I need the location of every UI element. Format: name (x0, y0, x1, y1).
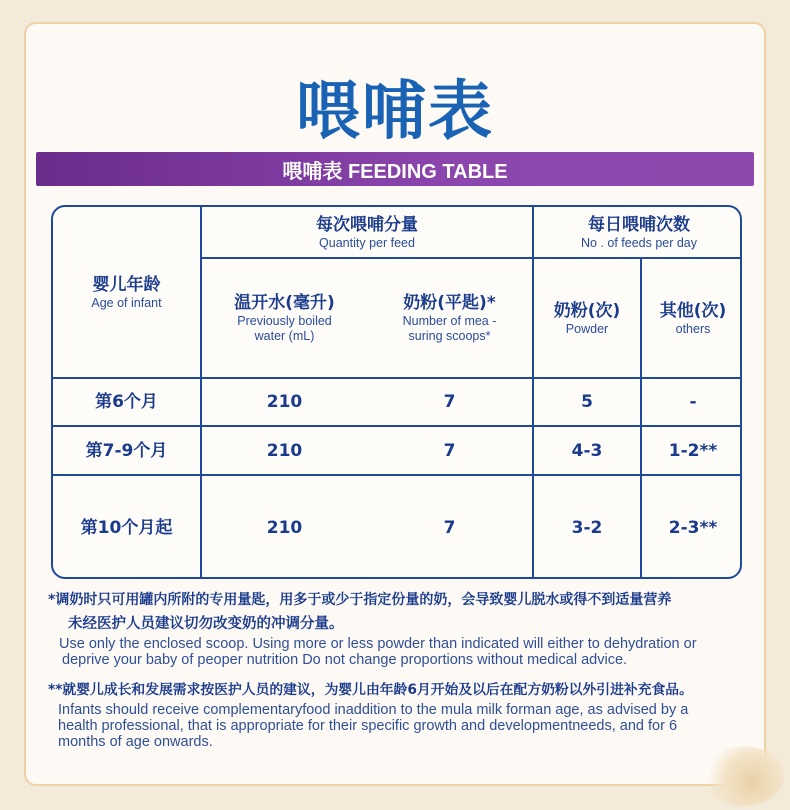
note2-en-line1: Infants should receive complementaryfood inaddition to the mula milk forman age, as advised by a (58, 702, 689, 718)
water-cell (202, 379, 367, 425)
note2-zh: **就婴儿成长和发展需求按医护人员的建议，为婴儿由年龄6月开始及以后在配方奶粉以外引进补充食品。 (48, 682, 693, 698)
age-header-en: Age of infant (91, 295, 162, 310)
quantity-group-zh: 每次喂哺分量 (316, 214, 418, 235)
table-row-age (53, 379, 200, 425)
age-cell: 第10个月起 (80, 517, 173, 538)
others-header-en: others (675, 321, 711, 336)
others-cell (642, 427, 742, 474)
table-row-age (53, 476, 200, 579)
powder-value: 3-2 (571, 517, 603, 538)
powder-header-en: Powder (565, 321, 609, 336)
scoops-header-en-2: suring scoops* (408, 329, 491, 343)
scoops-header-zh: 奶粉(平匙)* (403, 293, 496, 313)
table-row-age (53, 427, 200, 474)
age-header-zh: 婴儿年龄 (92, 274, 161, 295)
note1-en-line2: deprive your baby of peoper nutrition Do not change proportions without medical advice. (62, 652, 628, 668)
powder-column-header (534, 259, 640, 377)
feeding-table (51, 205, 742, 579)
age-cell: 第6个月 (95, 392, 158, 412)
quantity-group-en: Quantity per feed (319, 235, 415, 250)
age-header (53, 207, 200, 377)
decorative-swirl-icon (704, 746, 784, 806)
water-header-en-1: Previously boiled (237, 314, 332, 328)
water-header-en-2: water (mL) (254, 329, 315, 343)
scoops-cell (367, 379, 532, 425)
age-cell: 第7-9个月 (85, 440, 168, 461)
note2-en-line2: health professional, that is appropriate for their specific growth and developmentneeds, and for 6 (58, 718, 678, 734)
water-column-header (202, 259, 367, 377)
water-header-zh: 温开水(毫升) (234, 293, 335, 313)
water-cell (202, 427, 367, 474)
feeds-group-header (534, 207, 742, 257)
footnotes (48, 588, 758, 750)
others-value: 1-2** (668, 440, 718, 461)
powder-value: 5 (581, 392, 593, 412)
others-value: 2-3** (668, 517, 718, 538)
water-value: 210 (266, 392, 303, 412)
note2-en-line3: months of age onwards. (58, 734, 213, 750)
others-cell (642, 379, 742, 425)
scoops-header-en-1: Number of mea - (402, 314, 497, 328)
scoops-column-header (367, 259, 532, 377)
powder-cell (534, 476, 640, 579)
water-cell (202, 476, 367, 579)
scoops-value: 7 (443, 517, 456, 538)
quantity-group-header (202, 207, 532, 257)
powder-header-zh: 奶粉(次) (553, 300, 621, 321)
others-value: - (689, 392, 697, 412)
water-value: 210 (266, 440, 303, 461)
powder-value: 4-3 (571, 440, 603, 461)
feeds-group-zh: 每日喂哺次数 (588, 214, 690, 235)
others-header-zh: 其他(次) (659, 300, 727, 321)
scoops-cell (367, 427, 532, 474)
scoops-cell (367, 476, 532, 579)
note1-zh-line2: 未经医护人员建议切勿改变奶的冲调分量。 (68, 616, 344, 632)
section-banner: 喂哺表 FEEDING TABLE (36, 152, 754, 186)
scoops-value: 7 (443, 392, 456, 412)
water-value: 210 (266, 517, 303, 538)
scoops-value: 7 (443, 440, 456, 461)
powder-cell (534, 427, 640, 474)
others-column-header (642, 259, 742, 377)
page-title: 喂哺表 (296, 75, 494, 149)
note1-zh-line1: *调奶时只可用罐内所附的专用量匙，用多于或少于指定份量的奶，会导致婴儿脱水或得不到适量营养 (48, 592, 672, 608)
powder-cell (534, 379, 640, 425)
others-cell (642, 476, 742, 579)
feeds-group-en: No . of feeds per day (580, 235, 698, 250)
note1-en-line1: Use only the enclosed scoop. Using more or less powder than indicated will either to dehydration or (59, 636, 697, 652)
